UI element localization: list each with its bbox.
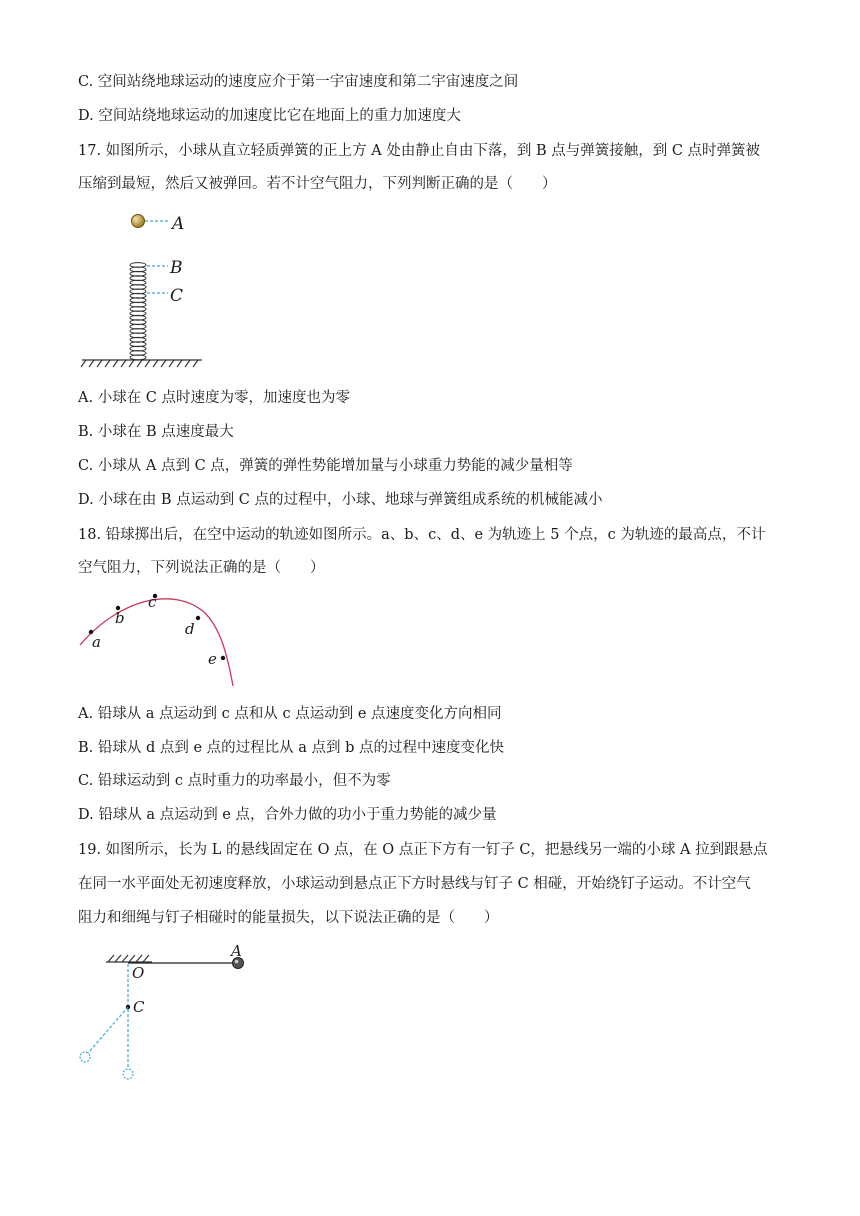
trajectory-curve [80, 599, 233, 686]
label-C: C [133, 998, 145, 1016]
q18-trajectory-figure [75, 588, 245, 693]
q17-stem-line2: 压缩到最短，然后又被弹回。若不计空气阻力，下列判断正确的是（ ） [78, 176, 557, 192]
spring-icon [130, 263, 146, 360]
q19-stem-line2: 在同一水平面处无初速度释放，小球运动到悬点正下方时悬线与钉子 C 相碰，开始绕钉子运动。不计空气 [78, 876, 751, 892]
option-c-prev: C. 空间站绕地球运动的速度应介于第一宇宙速度和第二宇宙速度之间 [78, 74, 519, 90]
label-C: C [170, 286, 184, 306]
q18-option-a: A. 铅球从 a 点运动到 c 点和从 c 点运动到 e 点速度变化方向相同 [78, 706, 502, 722]
ball-position-left [80, 1052, 90, 1062]
label-A: A [231, 942, 242, 960]
q18-option-d: D. 铅球从 a 点运动到 e 点，合外力做的功小于重力势能的减少量 [78, 807, 497, 823]
ball-icon [132, 215, 145, 228]
label-b: b [115, 609, 125, 627]
ball-position-bottom [123, 1069, 133, 1079]
ground-icon [81, 360, 202, 367]
label-O: O [132, 964, 145, 982]
label-B: B [170, 258, 183, 278]
label-c: c [148, 593, 157, 611]
point-e [221, 656, 225, 660]
q18-stem-line2: 空气阻力，下列说法正确的是（ ） [78, 560, 325, 576]
option-d-prev: D. 空间站绕地球运动的加速度比它在地面上的重力加速度大 [78, 108, 461, 124]
q17-spring-figure [78, 205, 208, 370]
point-d [196, 616, 200, 620]
q19-stem-line1: 19. 如图所示，长为 L 的悬线固定在 O 点，在 O 点正下方有一钉子 C，把悬线另一端的小球 A 拉到跟悬点 [78, 842, 768, 858]
q18-stem-line1: 18. 铅球掷出后，在空中运动的轨迹如图所示。a、b、c、d、e 为轨迹上 5 个点，c 为轨迹的最高点，不计 [78, 527, 766, 543]
label-A: A [172, 214, 185, 234]
q17-option-b: B. 小球在 B 点速度最大 [78, 424, 234, 440]
label-d: d [185, 620, 195, 638]
q19-pendulum-figure [72, 942, 262, 1087]
ceiling-icon [106, 955, 152, 962]
q19-stem-line3: 阻力和细绳与钉子相碰时的能量损失，以下说法正确的是（ ） [78, 910, 499, 926]
q18-option-b: B. 铅球从 d 点到 e 点的过程比从 a 点到 b 点的过程中速度变化快 [78, 740, 505, 756]
q17-option-c: C. 小球从 A 点到 C 点，弹簧的弹性势能增加量与小球重力势能的减少量相等 [78, 458, 573, 474]
label-a: a [92, 633, 101, 651]
q17-stem-line1: 17. 如图所示，小球从直立轻质弹簧的正上方 A 处由静止自由下落，到 B 点与弹簧接触，到 C 点时弹簧被 [78, 143, 761, 159]
q17-option-d: D. 小球在由 B 点运动到 C 点的过程中，小球、地球与弹簧组成系统的机械能减小 [78, 492, 603, 508]
q18-option-c: C. 铅球运动到 c 点时重力的功率最小，但不为零 [78, 773, 391, 789]
label-e: e [208, 650, 217, 668]
q17-option-a: A. 小球在 C 点时速度为零，加速度也为零 [78, 390, 351, 406]
